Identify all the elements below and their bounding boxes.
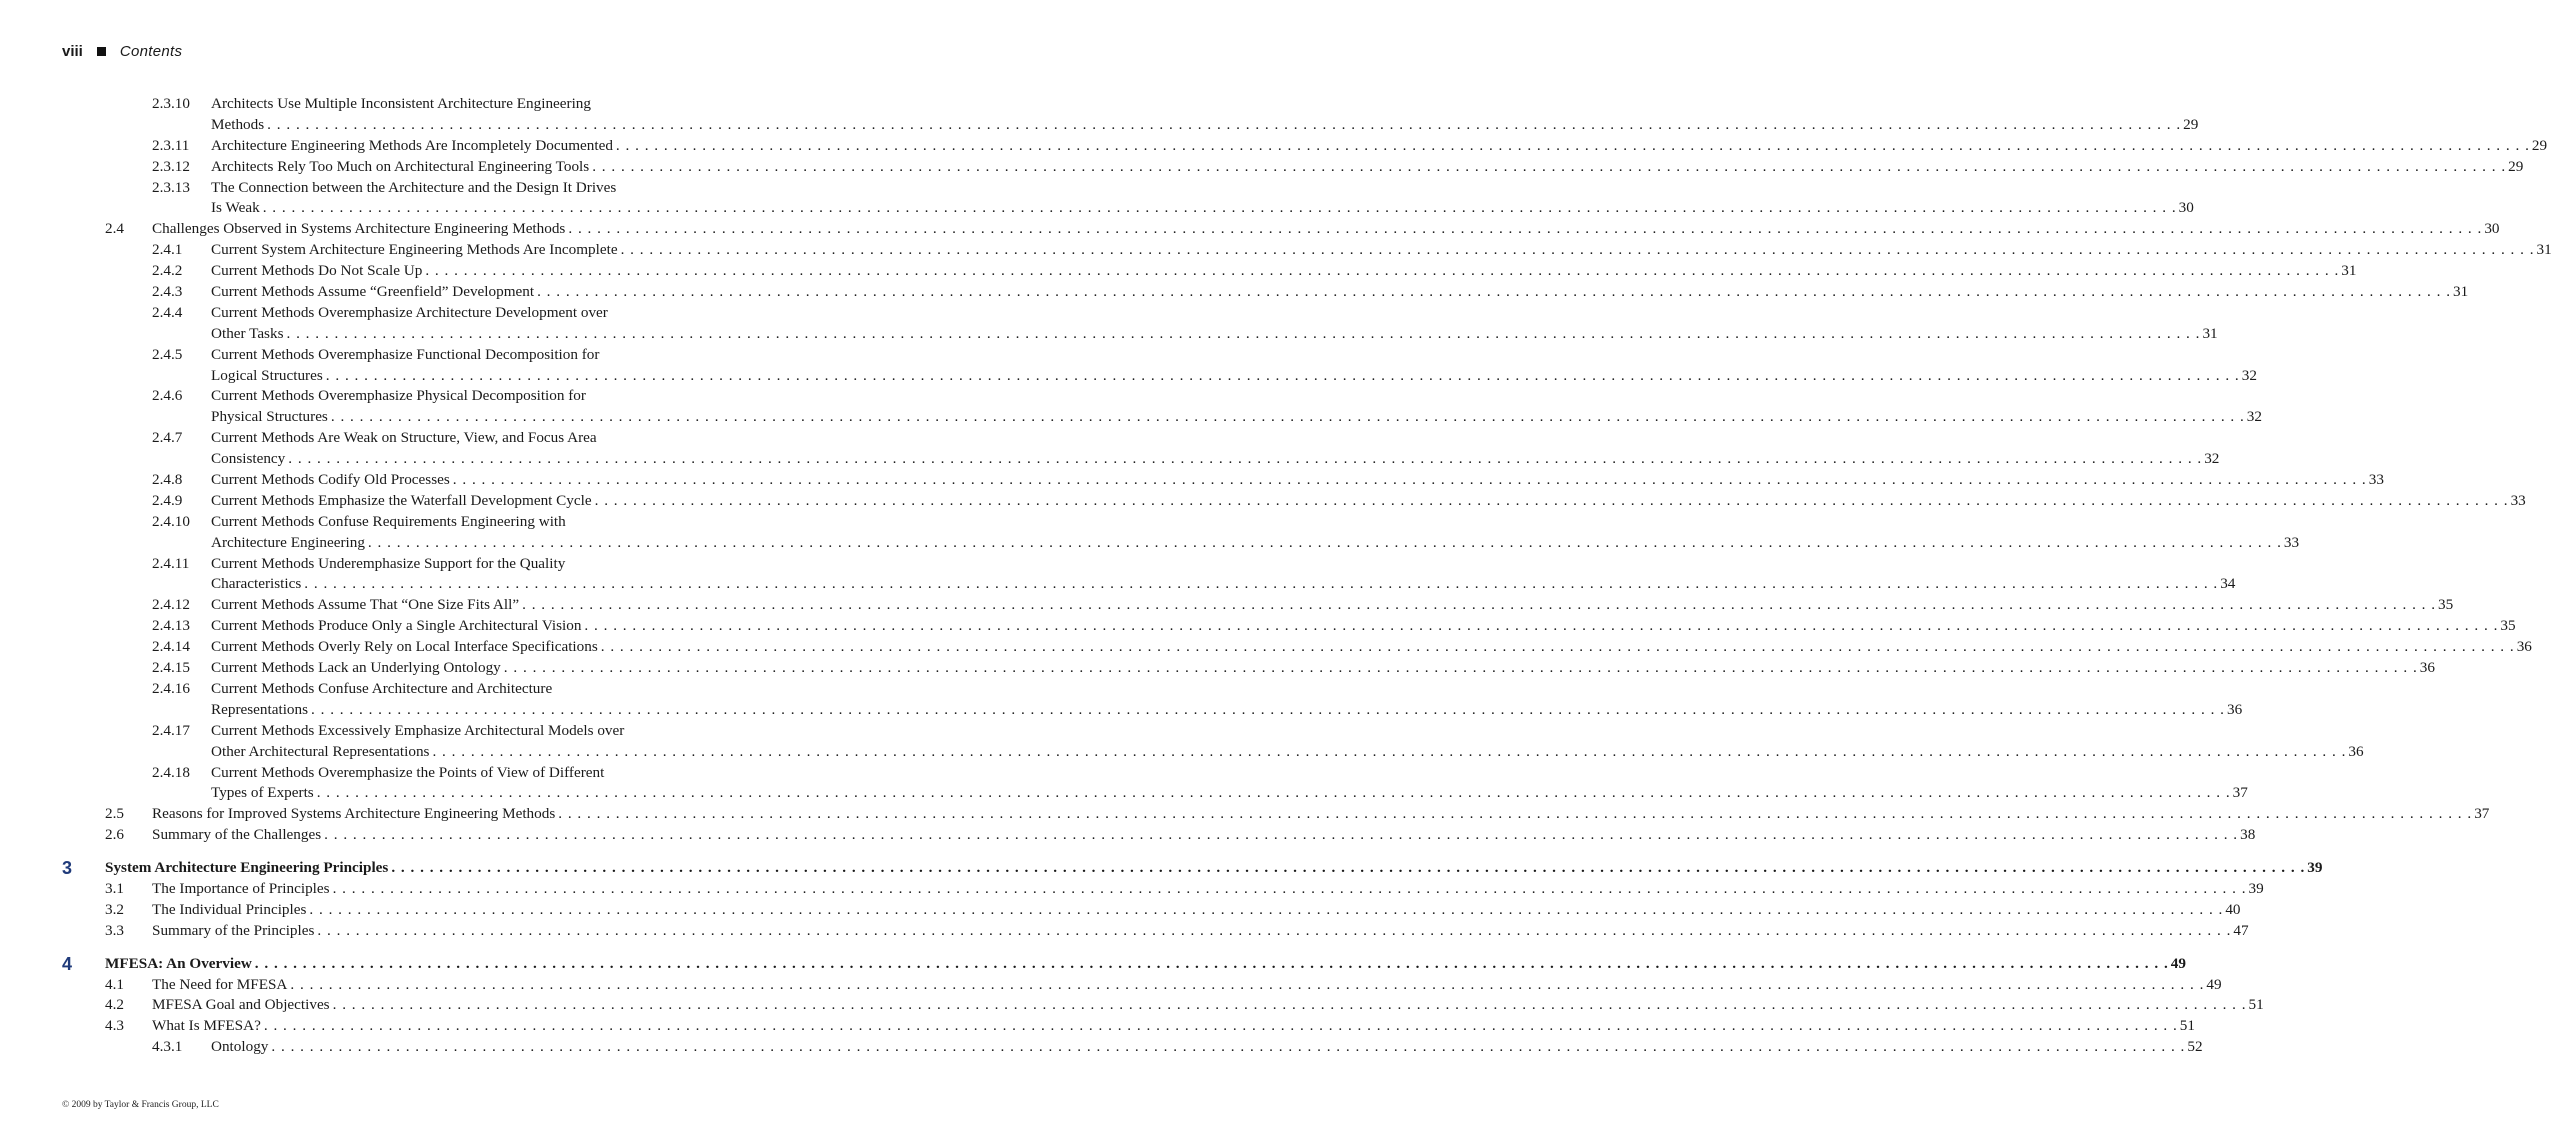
toc-entry-title: MFESA: An Overview [105, 954, 252, 972]
running-title: Contents [119, 43, 183, 60]
toc-entry-title: What Is MFESA? [152, 1017, 261, 1035]
toc-entry-page: 49 [2170, 954, 2186, 972]
toc-entry-number: 4.2 [105, 996, 124, 1014]
toc-entry[interactable] [62, 407, 2262, 428]
toc-entry[interactable] [62, 261, 2357, 282]
dot-leader: . . . . . . . . . . . . . . . . . . . . . . . . . . . . . . . . . . . . . . . . . . . . . . . . . . . . . . . . . . . . . . . . . . . . . . . . . . . . . . . . . . . . . . . . . . . . . . . . . . . . . . . . . . . . . . . . . . . . . . . . . . . . . . . . . . . . . . . . . . . . . . . . . . . . . . . . . . . . . . . . . . . . . . . . . . . . . . . . . . . . . . . . . . . . . . . . . . . . . . . . [600, 638, 2515, 656]
toc-entry-title: Challenges Observed in Systems Architecture Engineering Methods [152, 220, 566, 238]
toc-entry-number: 2.4.17 [152, 721, 190, 739]
toc-entry[interactable] [62, 995, 2264, 1016]
dot-leader: . . . . . . . . . . . . . . . . . . . . . . . . . . . . . . . . . . . . . . . . . . . . . . . . . . . . . . . . . . . . . . . . . . . . . . . . . . . . . . . . . . . . . . . . . . . . . . . . . . . . . . . . . . . . . . . . . . . . . . . . . . . . . . . . . . . . . . . . . . . . . . . . . . . . . . . . . . . . . . . . . . . . . . . . . . . . . . . . . . . . . . . . . . . . . . . . . . . . . . . . [522, 596, 2437, 614]
dot-leader: . . . . . . . . . . . . . . . . . . . . . . . . . . . . . . . . . . . . . . . . . . . . . . . . . . . . . . . . . . . . . . . . . . . . . . . . . . . . . . . . . . . . . . . . . . . . . . . . . . . . . . . . . . . . . . . . . . . . . . . . . . . . . . . . . . . . . . . . . . . . . . . . . . . . . . . . . . . . . . . . . . . . . . . . . . . . . . . . . . . . . . . . . . . . . . . . . . . . . . . . [317, 921, 2232, 939]
toc-entry-title: Current Methods Assume “Greenfield” Development [211, 283, 535, 301]
dot-leader: . . . . . . . . . . . . . . . . . . . . . . . . . . . . . . . . . . . . . . . . . . . . . . . . . . . . . . . . . . . . . . . . . . . . . . . . . . . . . . . . . . . . . . . . . . . . . . . . . . . . . . . . . . . . . . . . . . . . . . . . . . . . . . . . . . . . . . . . . . . . . . . . . . . . . . . . . . . . . . . . . . . . . . . . . . . . . . . . . . . . . . . . . . . . . . . . . . . . . . . . [367, 533, 2282, 551]
toc-entry[interactable] [62, 721, 754, 742]
toc-entry-title: Current Methods Are Weak on Structure, View, and Focus Area [211, 429, 597, 447]
toc-entry[interactable] [62, 449, 2220, 470]
toc-chapter-entry[interactable] [62, 858, 2323, 879]
toc-entry-title: Architects Use Multiple Inconsistent Architecture Engineering [211, 95, 591, 112]
toc-entry-number: 2.4.18 [152, 763, 190, 781]
toc-entry-title: Current Methods Overemphasize Functional Decomposition for [211, 345, 600, 363]
toc-entry-title: Physical Structures [211, 408, 328, 426]
toc-entry[interactable] [62, 282, 2469, 303]
toc-entry-page: 37 [2474, 805, 2490, 823]
toc-entry-title: Current Methods Assume That “One Size Fits All” [211, 596, 520, 614]
toc-entry-page: 38 [2240, 826, 2256, 844]
dot-leader: . . . . . . . . . . . . . . . . . . . . . . . . . . . . . . . . . . . . . . . . . . . . . . . . . . . . . . . . . . . . . . . . . . . . . . . . . . . . . . . . . . . . . . . . . . . . . . . . . . . . . . . . . . . . . . . . . . . . . . . . . . . . . . . . . . . . . . . . . . . . . . . . . . . . . . . . . . . . . . . . . . . . . . . . . . . . . . . . . . . . . . . . . . . . . . . . . . . . . . . . [537, 283, 2452, 301]
toc-entry[interactable] [62, 198, 2194, 219]
toc-entry-page: 29 [2531, 136, 2548, 154]
toc-entry[interactable] [62, 921, 2249, 942]
toc-entry-page: 32 [2241, 366, 2257, 384]
toc-entry-title: Ontology [211, 1038, 269, 1056]
dot-leader: . . . . . . . . . . . . . . . . . . . . . . . . . . . . . . . . . . . . . . . . . . . . . . . . . . . . . . . . . . . . . . . . . . . . . . . . . . . . . . . . . . . . . . . . . . . . . . . . . . . . . . . . . . . . . . . . . . . . . . . . . . . . . . . . . . . . . . . . . . . . . . . . . . . . . . . . . . . . . . . . . . . . . . . . . . . . . . . . . . . . . . . . . . . . . . . . . . . . . . . . [254, 954, 2169, 972]
toc-entry-number: 3 [62, 858, 73, 879]
dot-leader: . . . . . . . . . . . . . . . . . . . . . . . . . . . . . . . . . . . . . . . . . . . . . . . . . . . . . . . . . . . . . . . . . . . . . . . . . . . . . . . . . . . . . . . . . . . . . . . . . . . . . . . . . . . . . . . . . . . . . . . . . . . . . . . . . . . . . . . . . . . . . . . . . . . . . . . . . . . . . . . . . . . . . . . . . . . . . . . . . . . . . . . . . . . . . . . . . . . . . . . . [620, 241, 2535, 259]
section-gap [62, 942, 754, 954]
toc-entry-title: Current Methods Confuse Requirements Engineering with [211, 512, 566, 530]
dot-leader: . . . . . . . . . . . . . . . . . . . . . . . . . . . . . . . . . . . . . . . . . . . . . . . . . . . . . . . . . . . . . . . . . . . . . . . . . . . . . . . . . . . . . . . . . . . . . . . . . . . . . . . . . . . . . . . . . . . . . . . . . . . . . . . . . . . . . . . . . . . . . . . . . . . . . . . . . . . . . . . . . . . . . . . . . . . . . . . . . . . . . . . . . . . . . . . . . . . . . . . . [288, 450, 2203, 468]
table-of-contents [62, 94, 2552, 1058]
toc-entry[interactable] [62, 574, 2236, 595]
toc-entry[interactable] [62, 975, 2222, 996]
toc-entry[interactable] [62, 94, 754, 115]
dot-leader: . . . . . . . . . . . . . . . . . . . . . . . . . . . . . . . . . . . . . . . . . . . . . . . . . . . . . . . . . . . . . . . . . . . . . . . . . . . . . . . . . . . . . . . . . . . . . . . . . . . . . . . . . . . . . . . . . . . . . . . . . . . . . . . . . . . . . . . . . . . . . . . . . . . . . . . . . . . . . . . . . . . . . . . . . . . . . . . . . . . . . . . . . . . . . . . . . . . . . . . . [309, 900, 2224, 918]
toc-entry-title: The Importance of Principles [152, 879, 330, 897]
toc-entry-title: Current Methods Underemphasize Support for the Quality [211, 554, 566, 572]
section-gap [62, 846, 754, 858]
toc-entry-page: 35 [2500, 617, 2516, 635]
toc-entry[interactable] [62, 366, 2257, 387]
toc-entry[interactable] [62, 303, 754, 324]
dot-leader: . . . . . . . . . . . . . . . . . . . . . . . . . . . . . . . . . . . . . . . . . . . . . . . . . . . . . . . . . . . . . . . . . . . . . . . . . . . . . . . . . . . . . . . . . . . . . . . . . . . . . . . . . . . . . . . . . . . . . . . . . . . . . . . . . . . . . . . . . . . . . . . . . . . . . . . . . . . . . . . . . . . . . . . . . . . . . . . . . . . . . . . . . . . . . . . . . . . . . . . . [615, 136, 2530, 154]
toc-entry-title: Summary of the Principles [152, 921, 315, 939]
toc-entry-number: 2.4.8 [152, 471, 183, 489]
toc-entry-number: 2.4.4 [152, 303, 183, 321]
toc-entry[interactable] [62, 742, 2364, 763]
toc-entry-page: 31 [2202, 324, 2218, 342]
toc-entry-page: 30 [2484, 220, 2500, 238]
toc-entry[interactable] [62, 804, 2490, 825]
toc-entry[interactable] [62, 533, 2300, 554]
dot-leader: . . . . . . . . . . . . . . . . . . . . . . . . . . . . . . . . . . . . . . . . . . . . . . . . . . . . . . . . . . . . . . . . . . . . . . . . . . . . . . . . . . . . . . . . . . . . . . . . . . . . . . . . . . . . . . . . . . . . . . . . . . . . . . . . . . . . . . . . . . . . . . . . . . . . . . . . . . . . . . . . . . . . . . . . . . . . . . . . . . . . . . . . . . . . . . . . . . . . . . . . [558, 805, 2473, 823]
toc-entry-title: MFESA Goal and Objectives [152, 996, 330, 1014]
toc-entry[interactable] [62, 783, 2248, 804]
toc-entry-title: Other Architectural Representations [211, 742, 430, 760]
toc-entry-title: Types of Experts [211, 784, 314, 802]
toc-entry-number: 4 [62, 953, 73, 974]
toc-entry[interactable] [62, 178, 754, 199]
toc-entry-number: 3.2 [105, 900, 124, 918]
dot-leader: . . . . . . . . . . . . . . . . . . . . . . . . . . . . . . . . . . . . . . . . . . . . . . . . . . . . . . . . . . . . . . . . . . . . . . . . . . . . . . . . . . . . . . . . . . . . . . . . . . . . . . . . . . . . . . . . . . . . . . . . . . . . . . . . . . . . . . . . . . . . . . . . . . . . . . . . . . . . . . . . . . . . . . . . . . . . . . . . . . . . . . . . . . . . . . . . . . . . . . . . [304, 575, 2219, 593]
toc-entry-title: The Need for MFESA [152, 975, 288, 993]
toc-entry[interactable] [62, 219, 2500, 240]
toc-entry-page: 49 [2206, 975, 2222, 993]
toc-entry[interactable] [62, 324, 2218, 345]
toc-entry-page: 31 [2341, 262, 2357, 280]
running-header [62, 43, 182, 60]
toc-entry-number: 2.4.6 [152, 387, 183, 405]
toc-entry-number: 2.4 [105, 220, 124, 238]
toc-entry-title: Consistency [211, 450, 286, 468]
toc-entry-page: 33 [2510, 491, 2526, 509]
toc-entry-page: 51 [2248, 996, 2264, 1014]
toc-entry-number: 4.3.1 [152, 1038, 183, 1056]
toc-entry-page: 34 [2220, 575, 2236, 593]
toc-entry-page: 31 [2453, 283, 2469, 301]
toc-entry-number: 2.5 [105, 805, 124, 823]
toc-entry-page: 52 [2187, 1038, 2203, 1056]
toc-entry[interactable] [62, 157, 2524, 178]
toc-entry-page: 33 [2283, 533, 2300, 551]
dot-leader: . . . . . . . . . . . . . . . . . . . . . . . . . . . . . . . . . . . . . . . . . . . . . . . . . . . . . . . . . . . . . . . . . . . . . . . . . . . . . . . . . . . . . . . . . . . . . . . . . . . . . . . . . . . . . . . . . . . . . . . . . . . . . . . . . . . . . . . . . . . . . . . . . . . . . . . . . . . . . . . . . . . . . . . . . . . . . . . . . . . . . . . . . . . . . . . . . . . . . . . . [263, 1017, 2178, 1035]
toc-entry-title: Current Methods Lack an Underlying Ontology [211, 659, 501, 677]
toc-entry[interactable] [62, 386, 754, 407]
toc-entry[interactable] [62, 240, 2552, 261]
toc-entry-title: Architects Rely Too Much on Architectural Engineering Tools [211, 157, 590, 175]
dot-leader: . . . . . . . . . . . . . . . . . . . . . . . . . . . . . . . . . . . . . . . . . . . . . . . . . . . . . . . . . . . . . . . . . . . . . . . . . . . . . . . . . . . . . . . . . . . . . . . . . . . . . . . . . . . . . . . . . . . . . . . . . . . . . . . . . . . . . . . . . . . . . . . . . . . . . . . . . . . . . . . . . . . . . . . . . . . . . . . . . . . . . . . . . . . . . . . . . . . . . . . . [271, 1038, 2186, 1056]
toc-entry-number: 4.1 [105, 975, 124, 993]
dot-leader: . . . . . . . . . . . . . . . . . . . . . . . . . . . . . . . . . . . . . . . . . . . . . . . . . . . . . . . . . . . . . . . . . . . . . . . . . . . . . . . . . . . . . . . . . . . . . . . . . . . . . . . . . . . . . . . . . . . . . . . . . . . . . . . . . . . . . . . . . . . . . . . . . . . . . . . . . . . . . . . . . . . . . . . . . . . . . . . . . . . . . . . . . . . . . . . . . . . . . . . . [594, 491, 2509, 509]
toc-entry[interactable] [62, 470, 2384, 491]
toc-entry[interactable] [62, 879, 2264, 900]
toc-entry-title: The Individual Principles [152, 900, 307, 918]
copyright-footer: © 2009 by Taylor & Francis Group, LLC [62, 1100, 219, 1110]
toc-entry-number: 2.3.12 [152, 157, 190, 175]
toc-entry-title: Current Methods Overly Rely on Local Interface Specifications [211, 638, 598, 656]
toc-entry-number: 2.3.13 [152, 178, 190, 196]
dot-leader: . . . . . . . . . . . . . . . . . . . . . . . . . . . . . . . . . . . . . . . . . . . . . . . . . . . . . . . . . . . . . . . . . . . . . . . . . . . . . . . . . . . . . . . . . . . . . . . . . . . . . . . . . . . . . . . . . . . . . . . . . . . . . . . . . . . . . . . . . . . . . . . . . . . . . . . . . . . . . . . . . . . . . . . . . . . . . . . . . . . . . . . . . . . . . . . . . . . . . . . . [425, 262, 2340, 280]
toc-entry[interactable] [62, 679, 754, 700]
toc-entry-page: 33 [2368, 471, 2384, 489]
toc-entry[interactable] [62, 595, 2454, 616]
toc-entry-number: 4.3 [105, 1017, 124, 1035]
toc-entry-title: Current Methods Produce Only a Single Architectural Vision [211, 617, 582, 635]
page-number: viii [62, 43, 83, 60]
dot-leader: . . . . . . . . . . . . . . . . . . . . . . . . . . . . . . . . . . . . . . . . . . . . . . . . . . . . . . . . . . . . . . . . . . . . . . . . . . . . . . . . . . . . . . . . . . . . . . . . . . . . . . . . . . . . . . . . . . . . . . . . . . . . . . . . . . . . . . . . . . . . . . . . . . . . . . . . . . . . . . . . . . . . . . . . . . . . . . . . . . . . . . . . . . . . . . . . . . . . . . . . [330, 408, 2245, 426]
toc-entry-title: Current Methods Confuse Architecture and Architecture [211, 679, 553, 697]
dot-leader: . . . . . . . . . . . . . . . . . . . . . . . . . . . . . . . . . . . . . . . . . . . . . . . . . . . . . . . . . . . . . . . . . . . . . . . . . . . . . . . . . . . . . . . . . . . . . . . . . . . . . . . . . . . . . . . . . . . . . . . . . . . . . . . . . . . . . . . . . . . . . . . . . . . . . . . . . . . . . . . . . . . . . . . . . . . . . . . . . . . . . . . . . . . . . . . . . . . . . . . . [568, 220, 2483, 238]
toc-entry-title: Current Methods Emphasize the Waterfall Development Cycle [211, 491, 592, 509]
toc-entry-number: 2.4.7 [152, 429, 183, 447]
toc-entry-number: 2.3.10 [152, 95, 190, 112]
toc-entry-number: 2.4.3 [152, 283, 183, 301]
toc-entry[interactable] [62, 345, 754, 366]
toc-entry-page: 37 [2232, 784, 2248, 802]
dot-leader: . . . . . . . . . . . . . . . . . . . . . . . . . . . . . . . . . . . . . . . . . . . . . . . . . . . . . . . . . . . . . . . . . . . . . . . . . . . . . . . . . . . . . . . . . . . . . . . . . . . . . . . . . . . . . . . . . . . . . . . . . . . . . . . . . . . . . . . . . . . . . . . . . . . . . . . . . . . . . . . . . . . . . . . . . . . . . . . . . . . . . . . . . . . . . . . . . . . . . . . . [391, 859, 2306, 877]
dot-leader: . . . . . . . . . . . . . . . . . . . . . . . . . . . . . . . . . . . . . . . . . . . . . . . . . . . . . . . . . . . . . . . . . . . . . . . . . . . . . . . . . . . . . . . . . . . . . . . . . . . . . . . . . . . . . . . . . . . . . . . . . . . . . . . . . . . . . . . . . . . . . . . . . . . . . . . . . . . . . . . . . . . . . . . . . . . . . . . . . . . . . . . . . . . . . . . . . . . . . . . . [332, 879, 2247, 897]
dot-leader: . . . . . . . . . . . . . . . . . . . . . . . . . . . . . . . . . . . . . . . . . . . . . . . . . . . . . . . . . . . . . . . . . . . . . . . . . . . . . . . . . . . . . . . . . . . . . . . . . . . . . . . . . . . . . . . . . . . . . . . . . . . . . . . . . . . . . . . . . . . . . . . . . . . . . . . . . . . . . . . . . . . . . . . . . . . . . . . . . . . . . . . . . . . . . . . . . . . . . . . . [267, 115, 2182, 133]
toc-entry[interactable] [62, 136, 2548, 157]
toc-entry-page: 39 [2248, 879, 2264, 897]
toc-entry-page: 39 [2307, 859, 2323, 877]
toc-entry-number: 2.4.13 [152, 617, 190, 635]
toc-entry-title: Current System Architecture Engineering Methods Are Incomplete [211, 241, 618, 259]
toc-entry[interactable] [62, 512, 754, 533]
toc-entry-number: 2.4.11 [152, 554, 190, 572]
toc-entry-page: 30 [2178, 199, 2194, 217]
toc-entry[interactable] [62, 658, 2435, 679]
toc-entry-page: 29 [2183, 115, 2199, 133]
toc-entry-title: Other Tasks [211, 324, 284, 342]
toc-entry-page: 32 [2204, 450, 2220, 468]
dot-leader: . . . . . . . . . . . . . . . . . . . . . . . . . . . . . . . . . . . . . . . . . . . . . . . . . . . . . . . . . . . . . . . . . . . . . . . . . . . . . . . . . . . . . . . . . . . . . . . . . . . . . . . . . . . . . . . . . . . . . . . . . . . . . . . . . . . . . . . . . . . . . . . . . . . . . . . . . . . . . . . . . . . . . . . . . . . . . . . . . . . . . . . . . . . . . . . . . . . . . . . . [286, 324, 2201, 342]
toc-entry[interactable] [62, 491, 2526, 512]
toc-entry-title: Summary of the Challenges [152, 826, 322, 844]
toc-entry-title: Current Methods Overemphasize Architecture Development over [211, 303, 608, 321]
square-bullet-icon [97, 47, 106, 56]
toc-entry[interactable] [62, 428, 754, 449]
toc-entry-page: 36 [2348, 742, 2364, 760]
toc-entry-title: Methods [211, 115, 265, 133]
toc-entry-page: 47 [2233, 921, 2249, 939]
toc-entry[interactable] [62, 763, 754, 784]
toc-entry-title: Current Methods Codify Old Processes [211, 471, 450, 489]
toc-entry-number: 2.6 [105, 826, 124, 844]
toc-entry[interactable] [62, 115, 2199, 136]
toc-entry[interactable] [62, 1037, 2203, 1058]
dot-leader: . . . . . . . . . . . . . . . . . . . . . . . . . . . . . . . . . . . . . . . . . . . . . . . . . . . . . . . . . . . . . . . . . . . . . . . . . . . . . . . . . . . . . . . . . . . . . . . . . . . . . . . . . . . . . . . . . . . . . . . . . . . . . . . . . . . . . . . . . . . . . . . . . . . . . . . . . . . . . . . . . . . . . . . . . . . . . . . . . . . . . . . . . . . . . . . . . . . . . . . . [262, 199, 2177, 217]
toc-entry-title: Current Methods Excessively Emphasize Architectural Models over [211, 721, 625, 739]
toc-entry[interactable] [62, 900, 2241, 921]
dot-leader: . . . . . . . . . . . . . . . . . . . . . . . . . . . . . . . . . . . . . . . . . . . . . . . . . . . . . . . . . . . . . . . . . . . . . . . . . . . . . . . . . . . . . . . . . . . . . . . . . . . . . . . . . . . . . . . . . . . . . . . . . . . . . . . . . . . . . . . . . . . . . . . . . . . . . . . . . . . . . . . . . . . . . . . . . . . . . . . . . . . . . . . . . . . . . . . . . . . . . . . . [316, 784, 2231, 802]
toc-entry-title: Current Methods Overemphasize the Points of View of Different [211, 763, 605, 781]
dot-leader: . . . . . . . . . . . . . . . . . . . . . . . . . . . . . . . . . . . . . . . . . . . . . . . . . . . . . . . . . . . . . . . . . . . . . . . . . . . . . . . . . . . . . . . . . . . . . . . . . . . . . . . . . . . . . . . . . . . . . . . . . . . . . . . . . . . . . . . . . . . . . . . . . . . . . . . . . . . . . . . . . . . . . . . . . . . . . . . . . . . . . . . . . . . . . . . . . . . . . . . . [311, 700, 2225, 718]
toc-entry[interactable] [62, 1016, 2195, 1037]
toc-entry-number: 2.4.10 [152, 512, 190, 530]
toc-entry-page: 36 [2226, 700, 2243, 718]
toc-entry-number: 2.3.11 [152, 136, 190, 154]
toc-entry-number: 2.4.15 [152, 659, 190, 677]
toc-entry[interactable] [62, 616, 2516, 637]
toc-entry-number: 2.4.1 [152, 241, 183, 259]
dot-leader: . . . . . . . . . . . . . . . . . . . . . . . . . . . . . . . . . . . . . . . . . . . . . . . . . . . . . . . . . . . . . . . . . . . . . . . . . . . . . . . . . . . . . . . . . . . . . . . . . . . . . . . . . . . . . . . . . . . . . . . . . . . . . . . . . . . . . . . . . . . . . . . . . . . . . . . . . . . . . . . . . . . . . . . . . . . . . . . . . . . . . . . . . . . . . . . . . . . . . . . . [332, 996, 2247, 1014]
toc-entry-title: Current Methods Overemphasize Physical Decomposition for [211, 387, 586, 405]
toc-entry-number: 2.4.14 [152, 638, 190, 656]
toc-entry-page: 32 [2246, 408, 2262, 426]
toc-entry-number: 2.4.5 [152, 345, 183, 363]
dot-leader: . . . . . . . . . . . . . . . . . . . . . . . . . . . . . . . . . . . . . . . . . . . . . . . . . . . . . . . . . . . . . . . . . . . . . . . . . . . . . . . . . . . . . . . . . . . . . . . . . . . . . . . . . . . . . . . . . . . . . . . . . . . . . . . . . . . . . . . . . . . . . . . . . . . . . . . . . . . . . . . . . . . . . . . . . . . . . . . . . . . . . . . . . . . . . . . . . . . . . . . . [324, 826, 2239, 844]
toc-chapter-entry[interactable] [62, 953, 2186, 975]
toc-entry-title: Logical Structures [211, 366, 323, 384]
toc-entry-title: System Architecture Engineering Principles [105, 859, 389, 877]
toc-entry-title: Architecture Engineering Methods Are Incompletely Documented [211, 136, 613, 154]
toc-entry-number: 2.4.2 [152, 262, 183, 280]
toc-entry-title: Reasons for Improved Systems Architecture Engineering Methods [152, 805, 556, 823]
toc-entry-number: 3.1 [105, 879, 124, 897]
dot-leader: . . . . . . . . . . . . . . . . . . . . . . . . . . . . . . . . . . . . . . . . . . . . . . . . . . . . . . . . . . . . . . . . . . . . . . . . . . . . . . . . . . . . . . . . . . . . . . . . . . . . . . . . . . . . . . . . . . . . . . . . . . . . . . . . . . . . . . . . . . . . . . . . . . . . . . . . . . . . . . . . . . . . . . . . . . . . . . . . . . . . . . . . . . . . . . . . . . . . . . . . [432, 742, 2347, 760]
dot-leader: . . . . . . . . . . . . . . . . . . . . . . . . . . . . . . . . . . . . . . . . . . . . . . . . . . . . . . . . . . . . . . . . . . . . . . . . . . . . . . . . . . . . . . . . . . . . . . . . . . . . . . . . . . . . . . . . . . . . . . . . . . . . . . . . . . . . . . . . . . . . . . . . . . . . . . . . . . . . . . . . . . . . . . . . . . . . . . . . . . . . . . . . . . . . . . . . . . . . . . . . [584, 617, 2499, 635]
toc-entry-title: Architecture Engineering [211, 533, 365, 551]
toc-entry-title: Representations [211, 700, 309, 718]
dot-leader: . . . . . . . . . . . . . . . . . . . . . . . . . . . . . . . . . . . . . . . . . . . . . . . . . . . . . . . . . . . . . . . . . . . . . . . . . . . . . . . . . . . . . . . . . . . . . . . . . . . . . . . . . . . . . . . . . . . . . . . . . . . . . . . . . . . . . . . . . . . . . . . . . . . . . . . . . . . . . . . . . . . . . . . . . . . . . . . . . . . . . . . . . . . . . . . . . . . . . . . . [503, 659, 2418, 677]
toc-entry[interactable] [62, 637, 2532, 658]
toc-entry-page: 36 [2419, 659, 2435, 677]
toc-entry-page: 51 [2179, 1017, 2195, 1035]
dot-leader: . . . . . . . . . . . . . . . . . . . . . . . . . . . . . . . . . . . . . . . . . . . . . . . . . . . . . . . . . . . . . . . . . . . . . . . . . . . . . . . . . . . . . . . . . . . . . . . . . . . . . . . . . . . . . . . . . . . . . . . . . . . . . . . . . . . . . . . . . . . . . . . . . . . . . . . . . . . . . . . . . . . . . . . . . . . . . . . . . . . . . . . . . . . . . . . . . . . . . . . . [290, 975, 2205, 993]
toc-entry-title: Characteristics [211, 575, 302, 593]
toc-entry-title: Current Methods Do Not Scale Up [211, 262, 423, 280]
toc-entry[interactable] [62, 554, 754, 575]
toc-entry-page: 36 [2516, 638, 2532, 656]
dot-leader: . . . . . . . . . . . . . . . . . . . . . . . . . . . . . . . . . . . . . . . . . . . . . . . . . . . . . . . . . . . . . . . . . . . . . . . . . . . . . . . . . . . . . . . . . . . . . . . . . . . . . . . . . . . . . . . . . . . . . . . . . . . . . . . . . . . . . . . . . . . . . . . . . . . . . . . . . . . . . . . . . . . . . . . . . . . . . . . . . . . . . . . . . . . . . . . . . . . . . . . . [452, 471, 2367, 489]
toc-entry-page: 31 [2536, 241, 2552, 259]
toc-entry-page: 29 [2508, 157, 2524, 175]
toc-entry-number: 3.3 [105, 921, 124, 939]
toc-entry[interactable] [62, 700, 2243, 721]
dot-leader: . . . . . . . . . . . . . . . . . . . . . . . . . . . . . . . . . . . . . . . . . . . . . . . . . . . . . . . . . . . . . . . . . . . . . . . . . . . . . . . . . . . . . . . . . . . . . . . . . . . . . . . . . . . . . . . . . . . . . . . . . . . . . . . . . . . . . . . . . . . . . . . . . . . . . . . . . . . . . . . . . . . . . . . . . . . . . . . . . . . . . . . . . . . . . . . . . . . . . . . . [325, 366, 2240, 384]
toc-entry-number: 2.4.9 [152, 491, 183, 509]
toc-entry[interactable] [62, 825, 2256, 846]
toc-entry-page: 40 [2225, 900, 2241, 918]
toc-entry-number: 2.4.16 [152, 679, 190, 697]
toc-entry-number: 2.4.12 [152, 596, 190, 614]
dot-leader: . . . . . . . . . . . . . . . . . . . . . . . . . . . . . . . . . . . . . . . . . . . . . . . . . . . . . . . . . . . . . . . . . . . . . . . . . . . . . . . . . . . . . . . . . . . . . . . . . . . . . . . . . . . . . . . . . . . . . . . . . . . . . . . . . . . . . . . . . . . . . . . . . . . . . . . . . . . . . . . . . . . . . . . . . . . . . . . . . . . . . . . . . . . . . . . . . . . . . . . . [592, 157, 2507, 175]
toc-entry-title: The Connection between the Architecture and the Design It Drives [211, 178, 617, 196]
toc-entry-page: 35 [2438, 596, 2454, 614]
toc-entry-title: Is Weak [211, 199, 260, 217]
